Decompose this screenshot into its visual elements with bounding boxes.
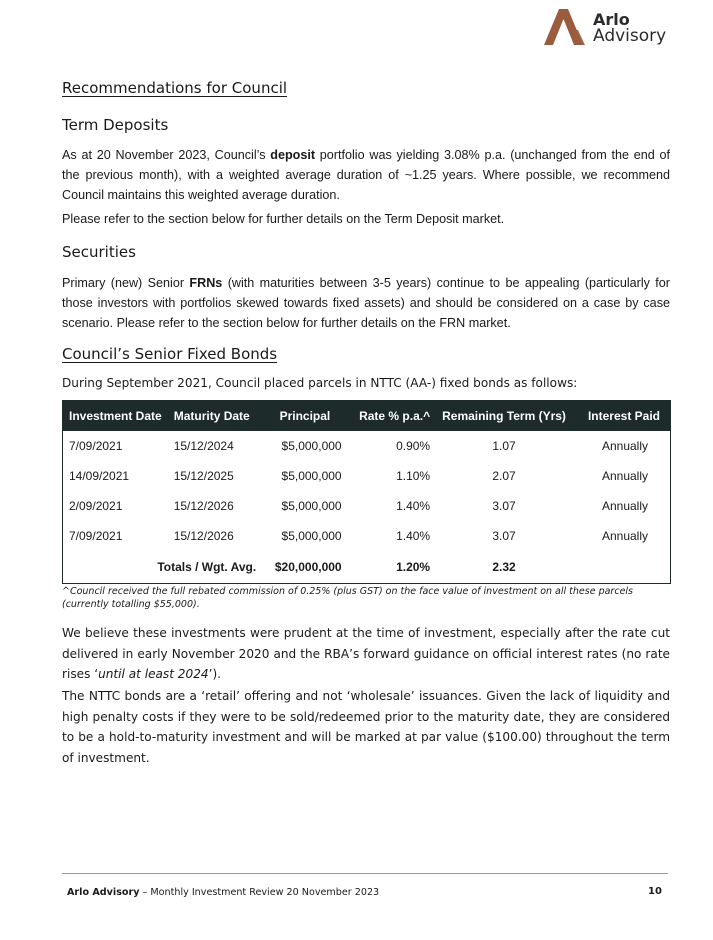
column-header: Rate % p.a.^ bbox=[348, 401, 437, 432]
table-cell: 0.90% bbox=[396, 439, 431, 453]
logo-line1: Arlo bbox=[593, 10, 630, 29]
until-2024-italic: until at least 2024 bbox=[98, 667, 209, 681]
totals-empty bbox=[572, 551, 671, 584]
column-header: Principal bbox=[262, 401, 347, 432]
senior-fixed-bonds-intro: During September 2021, Council placed parcels in NTTC (AA-) fixed bonds as follows: bbox=[62, 376, 578, 390]
table-cell: 2/09/2021 bbox=[69, 499, 123, 513]
table-cell: 7/09/2021 bbox=[69, 439, 123, 453]
closing-paragraph-1: We believe these investments were prudent at the time of investment, especially after the rate cut delivered in early November 2020 and the RBA’s forward guidance on official interest rates (no rate rises ‘until at least 2024’). bbox=[62, 626, 670, 681]
term-deposits-heading: Term Deposits bbox=[62, 116, 169, 134]
table-cell: $5,000,000 bbox=[281, 529, 342, 543]
term-deposit-refer-paragraph: Please refer to the section below for further details on the Term Deposit market. bbox=[62, 212, 505, 226]
table-cell: 1.10% bbox=[396, 469, 431, 483]
table-cell: 1.40% bbox=[396, 499, 431, 513]
table-cell: 1.07 bbox=[492, 439, 516, 453]
table-row bbox=[63, 491, 671, 521]
table-footnote: ^Council received the full rebated commission of 0.25% (plus GST) on the face value of investment on all these parcels (currently totalling $55,000). bbox=[62, 586, 633, 610]
table-cell: $5,000,000 bbox=[281, 439, 342, 453]
column-header: Investment Date bbox=[63, 401, 168, 432]
totals-label: Totals / Wgt. Avg. bbox=[157, 560, 257, 574]
table-row bbox=[63, 431, 671, 461]
totals-principal: $20,000,000 bbox=[274, 560, 342, 574]
table-cell: 15/12/2025 bbox=[173, 469, 234, 483]
table-cell: 15/12/2024 bbox=[173, 439, 234, 453]
totals-rate: 1.20% bbox=[396, 560, 431, 574]
senior-fixed-bonds-heading: Council’s Senior Fixed Bonds bbox=[62, 345, 278, 363]
table-cell: Annually bbox=[601, 439, 648, 453]
table-row bbox=[63, 461, 671, 491]
table-cell: 7/09/2021 bbox=[69, 529, 123, 543]
table-cell: Annually bbox=[601, 529, 648, 543]
table-cell: 3.07 bbox=[492, 529, 516, 543]
table-header-row bbox=[63, 401, 671, 432]
table-cell: 1.40% bbox=[396, 529, 431, 543]
table-cell: 15/12/2026 bbox=[173, 499, 234, 513]
fixed-bonds-table bbox=[62, 400, 671, 584]
table-cell: 2.07 bbox=[492, 469, 516, 483]
closing-paragraph-2: The NTTC bonds are a ‘retail’ offering and not ‘wholesale’ issuances. Given the lack of liquidity and high penalty costs if they were to be sold/redeemed prior to the maturity date, they are considered to be a hold-to-maturity investment and will be marked at par value ($100.00) throughout the term of investment. bbox=[62, 689, 670, 765]
securities-heading: Securities bbox=[62, 243, 136, 261]
table-cell: Annually bbox=[601, 499, 648, 513]
arlo-advisory-logo bbox=[542, 6, 672, 48]
table-cell: Annually bbox=[601, 469, 648, 483]
table-cell: 3.07 bbox=[492, 499, 516, 513]
totals-term: 2.32 bbox=[492, 560, 516, 574]
table-cell: $5,000,000 bbox=[281, 499, 342, 513]
column-header: Remaining Term (Yrs) bbox=[436, 401, 572, 432]
table-row bbox=[63, 521, 671, 551]
page-number: 10 bbox=[648, 886, 662, 897]
footer-brand: Arlo Advisory bbox=[67, 887, 140, 898]
frns-bold: FRNs bbox=[189, 276, 223, 290]
arlo-a-mark-icon bbox=[542, 6, 590, 48]
footer-divider bbox=[62, 873, 668, 874]
table-cell: 15/12/2026 bbox=[173, 529, 234, 543]
deposit-bold: deposit bbox=[270, 148, 316, 162]
table-cell: $5,000,000 bbox=[281, 469, 342, 483]
column-header: Maturity Date bbox=[168, 401, 263, 432]
recommendations-heading: Recommendations for Council bbox=[62, 79, 288, 97]
footer-text: Arlo Advisory – Monthly Investment Review 20 November 2023 bbox=[67, 887, 380, 898]
securities-paragraph: Primary (new) Senior FRNs (with maturities between 3-5 years) continue to be appealing (particularly for those investors with portfolios skewed towards fixed assets) and should be considered on a case by case scenario. Please refer to the section below for further details on the FRN market. bbox=[62, 276, 670, 330]
totals-row bbox=[63, 551, 671, 584]
term-deposits-paragraph: As at 20 November 2023, Council’s deposit portfolio was yielding 3.08% p.a. (unchanged from the end of the previous month), with a weighted average duration of ~1.25 years. Where possible, we recommend Council maintains this weighted average duration. bbox=[62, 148, 670, 202]
table-cell: 14/09/2021 bbox=[69, 469, 130, 483]
column-header: Interest Paid bbox=[572, 401, 671, 432]
logo-line2: Advisory bbox=[593, 26, 667, 46]
